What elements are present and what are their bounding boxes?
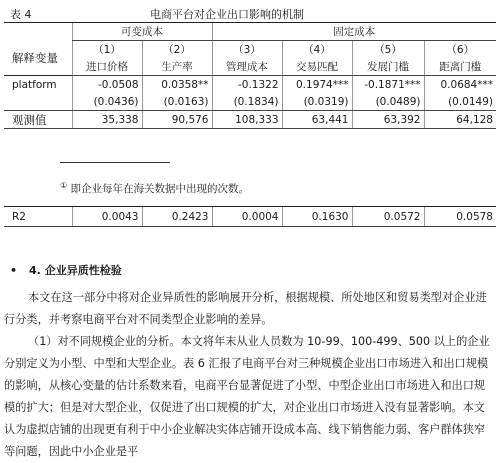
variable-cost-header: 可变成本 xyxy=(72,23,212,41)
column-name: 发展门槛 xyxy=(352,58,424,76)
paragraph: 本文在这一部分中将对企业异质性的影响展开分析，根据规模、所处地区和贸易类型对企业进行分类，并考察电商平台对不同类型企业影响的差异。 xyxy=(4,291,487,326)
obs-cell: 63,392 xyxy=(352,111,424,129)
coef-cell: -0.1871*** xyxy=(352,76,424,94)
column-number-row xyxy=(4,41,496,59)
footnote-text: 即企业每年在海关数据中出现的次数。 xyxy=(70,183,250,195)
se-cell: (0.0163) xyxy=(142,93,212,111)
coef-cell: -0.1322 xyxy=(212,76,282,94)
observations-row xyxy=(4,111,496,129)
r2-table xyxy=(4,206,496,227)
r2-cell: 0.2423 xyxy=(142,207,212,227)
table-caption-title: 电商平台对企业出口影响的机制 xyxy=(150,8,304,21)
se-cell: (0.0149) xyxy=(424,93,496,111)
obs-cell: 108,333 xyxy=(212,111,282,129)
coef-cell: 0.0684*** xyxy=(424,76,496,94)
obs-label: 观测值 xyxy=(4,111,72,129)
obs-cell: 64,128 xyxy=(424,111,496,129)
r2-cell: 0.0572 xyxy=(352,207,424,227)
bullet-icon: • xyxy=(10,264,18,277)
coef-cell: 0.0358** xyxy=(142,76,212,94)
column-number: （6） xyxy=(424,41,496,59)
row-header-explanatory-variable: 解释变量 xyxy=(12,50,58,65)
regression-table xyxy=(4,22,496,129)
obs-cell: 90,576 xyxy=(142,111,212,129)
fixed-cost-header: 固定成本 xyxy=(212,23,496,41)
obs-cell: 63,441 xyxy=(282,111,352,129)
footnote xyxy=(60,181,249,196)
section-heading xyxy=(10,262,122,278)
footnote-mark: ① xyxy=(60,181,68,190)
column-number: （2） xyxy=(142,41,212,59)
se-cell: (0.0489) xyxy=(352,93,424,111)
r2-label: R2 xyxy=(4,207,72,227)
se-cell: (0.0319) xyxy=(282,93,352,111)
se-cell: (0.0436) xyxy=(72,93,142,111)
r2-cell: 0.1630 xyxy=(282,207,352,227)
coef-cell: -0.0508 xyxy=(72,76,142,94)
column-number: （5） xyxy=(352,41,424,59)
obs-cell: 35,338 xyxy=(72,111,142,129)
section-title: 4. 企业异质性检验 xyxy=(29,264,122,277)
column-name: 管理成本 xyxy=(212,58,282,76)
paragraph: （1）对不同规模企业的分析。本文将年末从业人员数为 10-99、100-499、500 以上的企业分别定义为小型、中型和大型企业。表 6 汇报了电商平台对三种规模企业出口市场进入和出口规模的影响，从核心变量的估计系数来看，电商平台显著促进了小型、中型企业出口市场进入和出口规模的扩大；但是对大型企业，仅促进了出口规模的扩大，对企业出口市场进入没有显著影响。本文认为虚拟店铺的出现更有利于中小企业解决实体店铺开设成本高、线下销售能力弱、客户群体狭窄等问题，因此中小企业是平 xyxy=(4,335,490,458)
column-number: （3） xyxy=(212,41,282,59)
footnote-divider xyxy=(60,162,170,163)
group-header-row xyxy=(4,23,496,41)
r2-cell: 0.0578 xyxy=(424,207,496,227)
column-number: （4） xyxy=(282,41,352,59)
std-error-row xyxy=(4,93,496,111)
empty-corner-cell xyxy=(4,23,72,41)
r2-cell: 0.0004 xyxy=(212,207,282,227)
se-cell: (0.1834) xyxy=(212,93,282,111)
table-caption-label: 表 4 xyxy=(10,8,32,21)
column-name: 交易匹配 xyxy=(282,58,352,76)
empty-cell xyxy=(4,93,72,111)
column-name: 生产率 xyxy=(142,58,212,76)
platform-label: platform xyxy=(4,76,72,94)
coefficient-row xyxy=(4,76,496,94)
coef-cell: 0.1974*** xyxy=(282,76,352,94)
column-name-row xyxy=(4,58,496,76)
column-number: （1） xyxy=(72,41,142,59)
column-name: 进口价格 xyxy=(72,58,142,76)
r2-cell: 0.0043 xyxy=(72,207,142,227)
column-name: 距离门槛 xyxy=(424,58,496,76)
r2-row xyxy=(4,207,496,227)
